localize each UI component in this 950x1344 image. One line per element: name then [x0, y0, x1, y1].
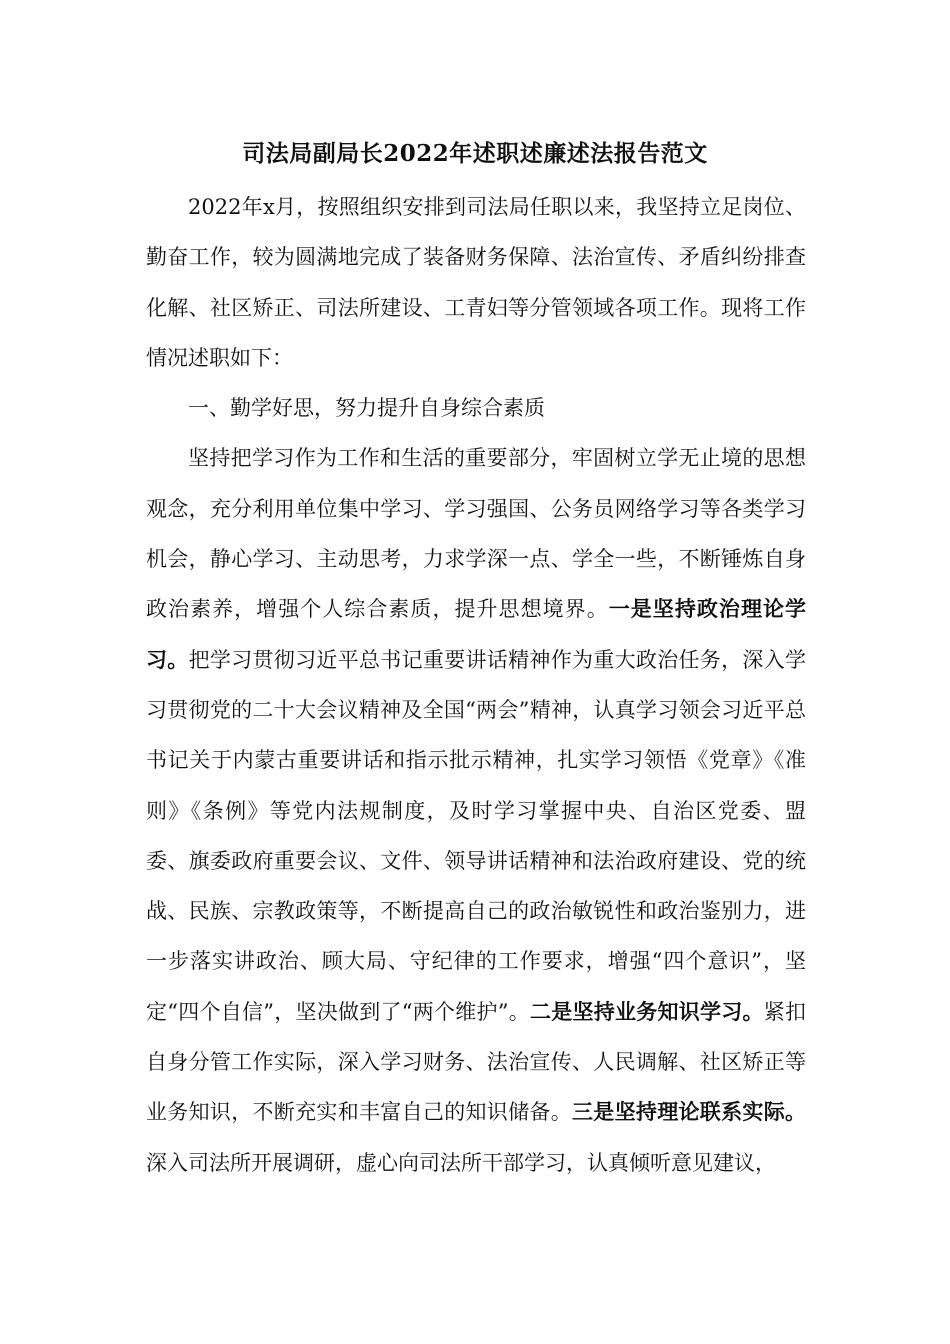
paragraph-text: 把学习贯彻习近平总书记重要讲话精神作为重大政治任务，深入学习贯彻党的二十大会议精神及全国“两会”精神，认真学习领会习近平总书记关于内蒙古重要讲话和指示批示精神，扎实学习领悟《党章》《准则》《条例》等党内法规制度，及时学习掌握中央、自治区党委、盟委、旗委政府重要会议、文件、领导讲话精神和法治政府建设、党的统战、民族、宗教政策等，不断提高自己的政治敏锐性和政治鉴别力，进一步落实讲政治、顾大局、守纪律的工作要求，增强“四个意识”，坚定“四个自信”，坚决做到了“两个维护”。: [146, 647, 807, 1024]
bold-point-3: 三是坚持理论联系实际。: [572, 1099, 806, 1125]
document-body: [146, 182, 806, 1188]
bold-point-2: 二是坚持业务知识学习。: [529, 998, 764, 1024]
paragraph-study: [146, 433, 806, 1187]
paragraph-text: 深入司法所开展调研，虚心向司法所干部学习，认真倾听意见建议，: [146, 1150, 776, 1175]
bold-point-1: 一是坚持政治理论学习。: [146, 596, 807, 672]
section-heading-1: 一、勤学好思，努力提升自身综合素质: [188, 396, 545, 421]
paragraph-text: 坚持把学习作为工作和生活的重要部分，牢固树立学无止境的思想观念，充分利用单位集中学习、学习强国、公务员网络学习等各类学习机会，静心学习、主动思考，力求学深一点、学全一些，不断锤炼自身政治素养，增强个人综合素质，提升思想境界。: [146, 446, 806, 622]
paragraph-text: 紧扣自身分管工作实际，深入学习财务、法治宣传、人民调解、社区矫正等业务知识，不断充实和丰富自己的知识储备。: [146, 999, 807, 1125]
document-title: 司法局副局长2022年述职述廉述法报告范文: [242, 140, 708, 167]
paragraph-intro: 2022年x月，按照组织安排到司法局任职以来，我坚持立足岗位、勤奋工作，较为圆满地完成了装备财务保障、法治宣传、矛盾纠纷排查化解、社区矫正、司法所建设、工青妇等分管领域各项工作。现将工作情况述职如下：: [146, 195, 806, 370]
